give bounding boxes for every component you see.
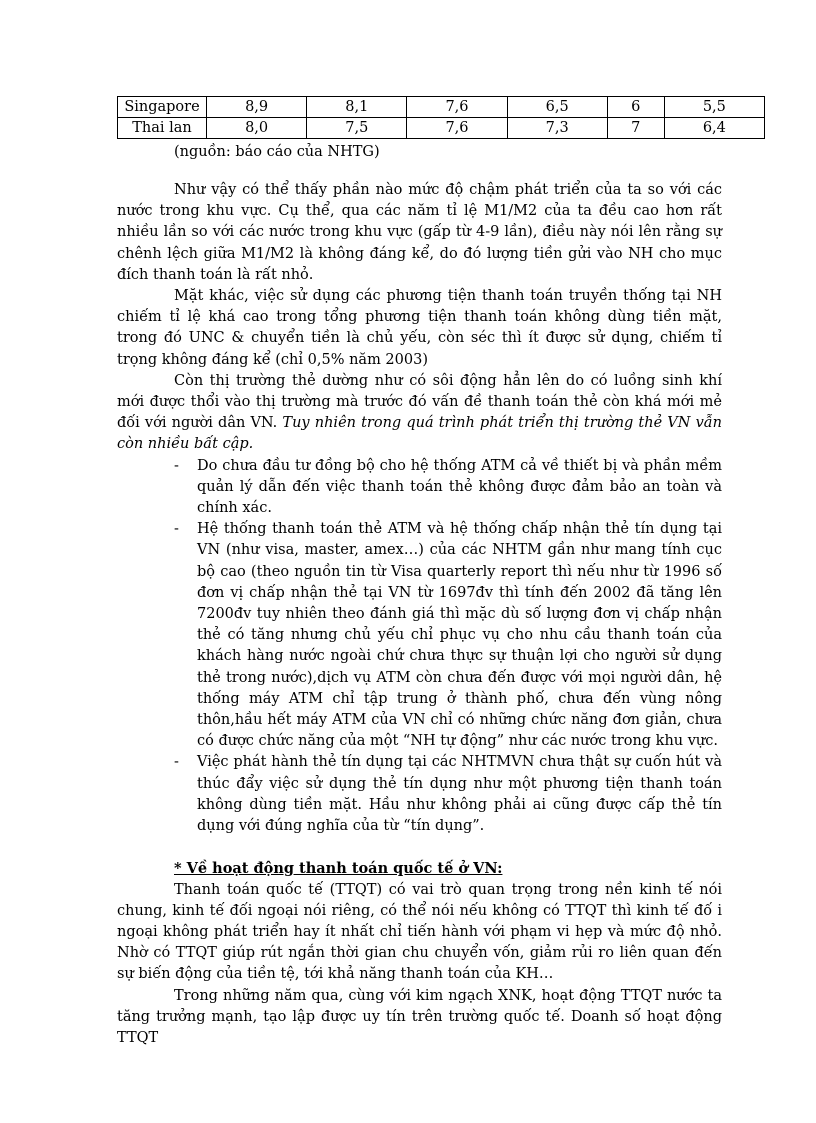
m1-m2-table [117,96,765,139]
list-item [174,752,722,837]
table-cell: 6 [607,97,664,118]
table-cell: 5,5 [664,97,764,118]
table-cell: 6,4 [664,118,764,139]
table-cell: 7 [607,118,664,139]
table-cell: Singapore [118,97,207,118]
paragraph-italic-text: Tuy nhiên trong quá trình phát triển thị trường thẻ VN vẫn còn nhiều bất cập. [117,415,723,453]
paragraph: Thanh toán quốc tế (TTQT) có vai trò quan trọng trong nền kinh tế nói chung, kinh tế đối ngoại nói riêng, có thể nói nếu không có TTQT thì kinh tế đố i ngoại không phát triển hay ít nhất chỉ tiến hành với phạm vi hẹp và mức độ nhỏ. Nhờ có TTQT giúp rút ngắn thời gian chu chuyển vốn, giảm rủi ro liên quan đến sự biến động của tiền tệ, tới khả năng thanh toán của KH… [117,881,722,983]
body-text [117,180,722,1049]
table-cell: 7,6 [407,118,507,139]
list-item-text: Hệ thống thanh toán thẻ ATM và hệ thống chấp nhận thẻ tín dụng tại VN (như visa, master, amex…) của các NHTM gần như mang tính cục bộ cao (theo nguồn tin từ Visa quarterly report thì nếu như từ 1996 số đơn vị chấp nhận thẻ tại VN từ 1697đv thì tính đến 2002 đã tăng lên 7200đv tuy nhiên theo đánh giá thì mặc dù số lượng đơn vị chấp nhận thẻ có tăng nhưng chủ yếu chỉ phục vụ cho nhu cầu thanh toán của khách hàng nước ngoài chứ chưa thực sự thuận lợi cho người sử dụng thẻ trong nước),dịch vụ ATM còn chưa đến được với mọi người dân, hệ thống máy ATM chỉ tập trung ở thành phố, chưa đến vùng nông thôn,hầu hết máy ATM của VN chỉ có những chức năng đơn giản, chưa có được chức năng của một “NH tự động” như các nước trong khu vực. [197,521,722,750]
paragraph: Như vậy có thể thấy phần nào mức độ chậm phát triển của ta so với các nước trong khu vực. Cụ thể, qua các năm tỉ lệ M1/M2 của ta đều cao hơn rất nhiều lần so với các nước trong khu vực (gấp từ 4-9 lần), điều này nói lên rằng sự chênh lệch giữa M1/M2 là không đáng kể, do đó lượng tiền gửi vào NH cho mục đích thanh toán là rất nhỏ. [117,182,722,283]
list-item [174,456,722,520]
section-heading: * Về hoạt động thanh toán quốc tế ở VN: [174,860,503,878]
dash-marker: - [174,521,179,538]
table-cell: 8,9 [207,97,307,118]
table-row [118,118,765,139]
paragraph: Trong những năm qua, cùng với kim ngạch XNK, hoạt động TTQT nước ta tăng trưởng mạnh, tạo lập được uy tín trên trường quốc tế. Doanh số hoạt động TTQT [117,987,722,1046]
paragraph-text: Còn thị trường thẻ dường như có sôi động hẳn lên do có luồng sinh khí mới được thổi vào thị trường mà trước đó vấn đề thanh toán thẻ còn khá mới mẻ đối với người dân VN. [117,372,722,432]
paragraph: Mặt khác, việc sử dụng các phương tiện thanh toán truyền thống tại NH chiếm tỉ lệ khá cao trong tổng phương tiện thanh toán không dùng tiền mặt, trong đó UNC & chuyển tiền là chủ yếu, còn séc thì ít được sử dụng, chiếm tỉ trọng không đáng kể (chỉ 0,5% năm 2003) [117,288,722,368]
paragraph [117,371,722,456]
table-cell: 8,1 [307,97,407,118]
source-note: (nguồn: báo cáo của NHTG) [174,144,380,160]
table-cell: 7,6 [407,97,507,118]
table-row [118,97,765,118]
list-item [174,519,722,752]
table-cell: 7,5 [307,118,407,139]
spacer [117,837,722,858]
dash-marker: - [174,457,179,474]
dash-marker: - [174,754,179,771]
list-item-text: Do chưa đầu tư đồng bộ cho hệ thống ATM cả về thiết bị và phần mềm quản lý dẫn đến việc thanh toán thẻ không được đảm bảo an toàn và chính xác. [197,457,722,517]
table-cell: 6,5 [507,97,607,118]
table-cell: 7,3 [507,118,607,139]
table-cell: 8,0 [207,118,307,139]
list-item-text: Việc phát hành thẻ tín dụng tại các NHTMVN chưa thật sự cuốn hút và thúc đẩy việc sử dụng thẻ tín dụng như một phương tiện thanh toán không dùng tiền mặt. Hầu như không phải ai cũng được cấp thẻ tín dụng với đúng nghĩa của từ “tín dụng”. [197,754,722,835]
table-cell: Thai lan [118,118,207,139]
bullet-list [117,456,722,838]
